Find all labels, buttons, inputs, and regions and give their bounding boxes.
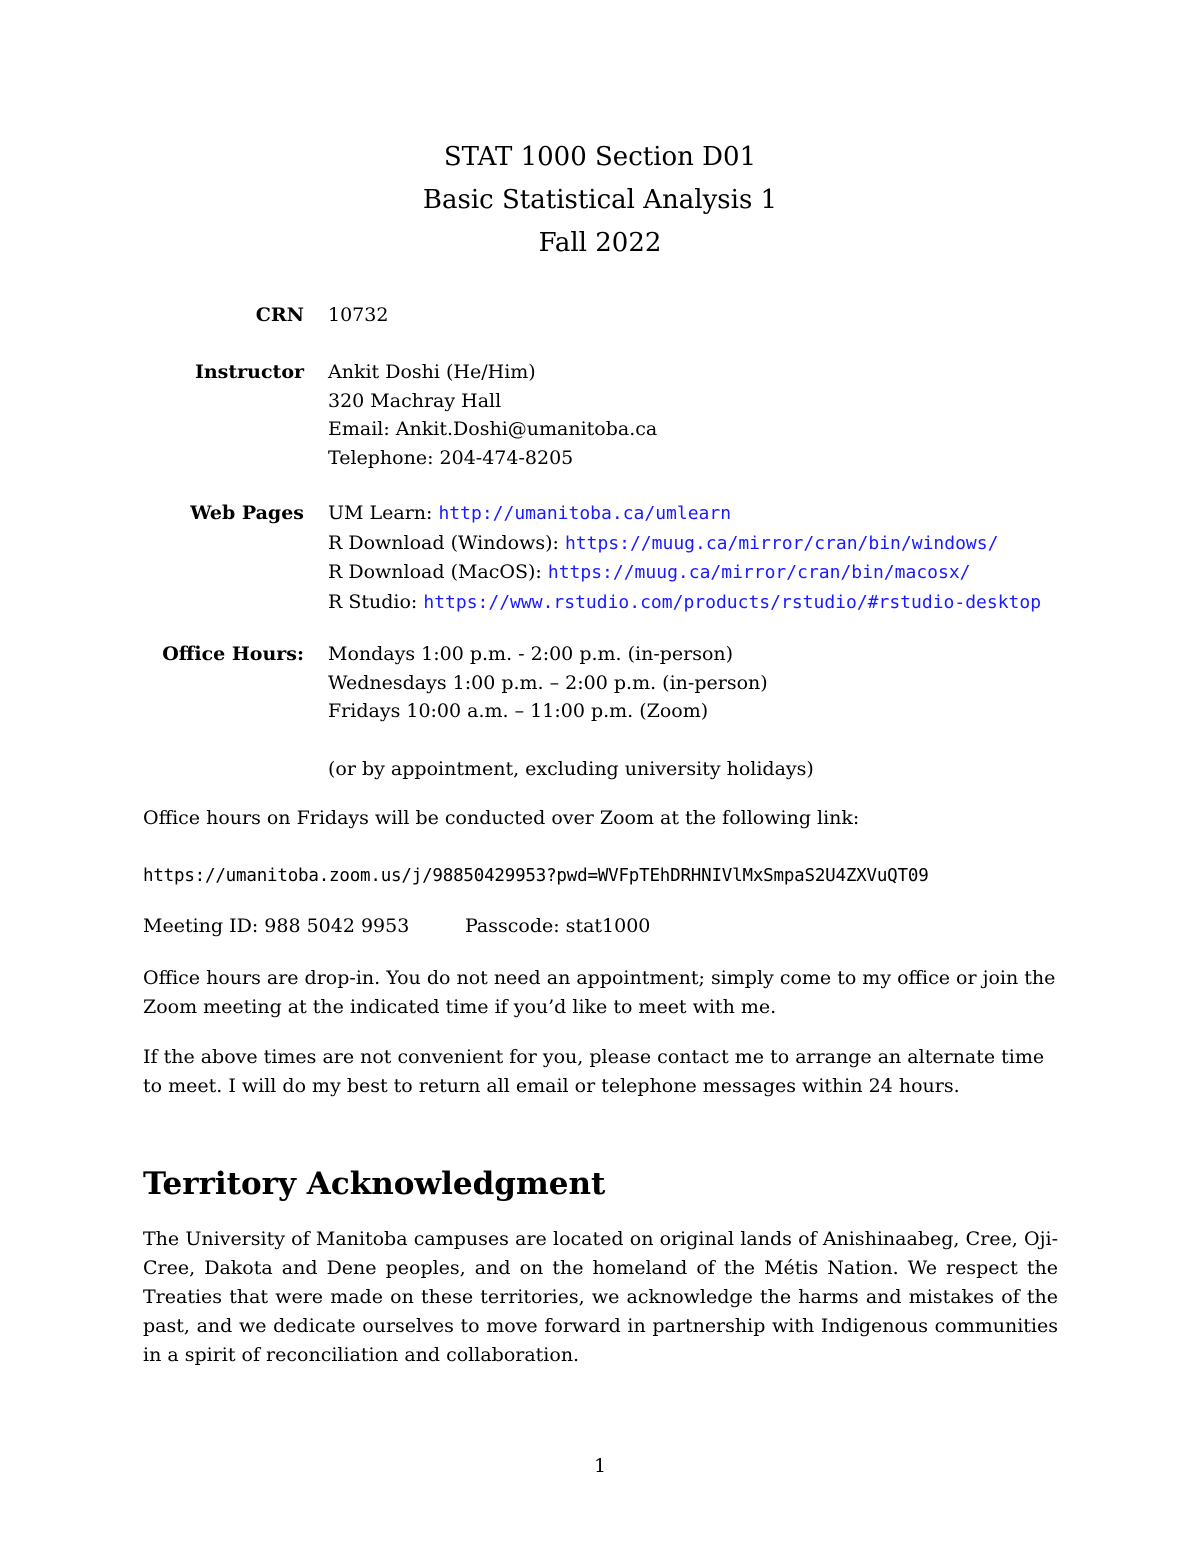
office-hours-wednesday: Wednesdays 1:00 p.m. – 2:00 p.m. (in-person)	[328, 671, 768, 694]
r-windows-link[interactable]: https://muug.ca/mirror/cran/bin/windows/	[564, 532, 999, 554]
office-hours-note: (or by appointment, excluding university holidays)	[328, 757, 814, 780]
zoom-link[interactable]: https://umanitoba.zoom.us/j/98850429953?pwd=WVFpTEhDRHNIVlMxSmpaS2U4ZXVuQT09	[143, 866, 929, 886]
instructor-telephone: Telephone: 204-474-8205	[328, 446, 574, 469]
course-title-block	[0, 136, 1200, 265]
web-page-r-windows: R Download (Windows): https://muug.ca/mirror/cran/bin/windows/	[328, 531, 999, 554]
rstudio-link[interactable]: https://www.rstudio.com/products/rstudio/#rstudio-desktop	[423, 591, 1042, 613]
alternate-time-paragraph: If the above times are not convenient for you, please contact me to arrange an alternate time to meet. I will do my best to return all email or telephone messages within 24 hours.	[143, 1046, 1045, 1097]
meeting-passcode: Passcode: stat1000	[465, 915, 651, 937]
meeting-id: Meeting ID: 988 5042 9953	[143, 915, 410, 937]
web-pages-label: Web Pages	[190, 502, 304, 524]
r-macos-link[interactable]: https://muug.ca/mirror/cran/bin/macosx/	[547, 562, 971, 583]
instructor-name: Ankit Doshi (He/Him)	[328, 361, 536, 383]
term-title: Fall 2022	[538, 228, 662, 258]
web-page-rstudio: R Studio: https://www.rstudio.com/products/rstudio/#rstudio-desktop	[328, 590, 1042, 613]
office-hours-monday: Mondays 1:00 p.m. - 2:00 p.m. (in-person)	[328, 643, 734, 665]
crn-label: CRN	[255, 304, 304, 326]
meeting-details	[143, 912, 651, 940]
page-number: 1	[593, 1455, 607, 1477]
instructor-email: Email: Ankit.Doshi@umanitoba.ca	[328, 418, 658, 440]
crn-value: 10732	[328, 304, 389, 326]
territory-heading: Territory Acknowledgment	[143, 1166, 606, 1202]
umlearn-link[interactable]: http://umanitoba.ca/umlearn	[438, 503, 732, 524]
web-page-umlearn: UM Learn: http://umanitoba.ca/umlearn	[328, 502, 732, 524]
course-name-title: Basic Statistical Analysis 1	[422, 185, 778, 215]
instructor-label: Instructor	[194, 361, 304, 383]
office-hours-friday: Fridays 10:00 a.m. – 11:00 p.m. (Zoom)	[328, 700, 709, 722]
office-hours-label: Office Hours:	[162, 643, 304, 665]
web-page-r-macos: R Download (MacOS): https://muug.ca/mirror/cran/bin/macosx/	[328, 561, 971, 583]
course-code-title: STAT 1000 Section D01	[443, 142, 757, 172]
drop-in-paragraph: Office hours are drop-in. You do not need an appointment; simply come to my office or join the Zoom meeting at the indicated time if you’d like to meet with me.	[143, 967, 1056, 1018]
zoom-intro-text: Office hours on Fridays will be conducted over Zoom at the following link:	[143, 807, 860, 829]
instructor-office: 320 Machray Hall	[328, 389, 502, 412]
territory-paragraph: The University of Manitoba campuses are located on original lands of Anishinaabeg, Cree, Oji-Cree, Dakota and Dene peoples, and on the homeland of the Métis Nation. We respect the Treaties that were made on these territories, we acknowledge the harms and mistakes of the past, and we dedicate ourselves to move forward in partnership with Indigenous communities in a spirit of reconciliation and collaboration.	[143, 1228, 1058, 1366]
